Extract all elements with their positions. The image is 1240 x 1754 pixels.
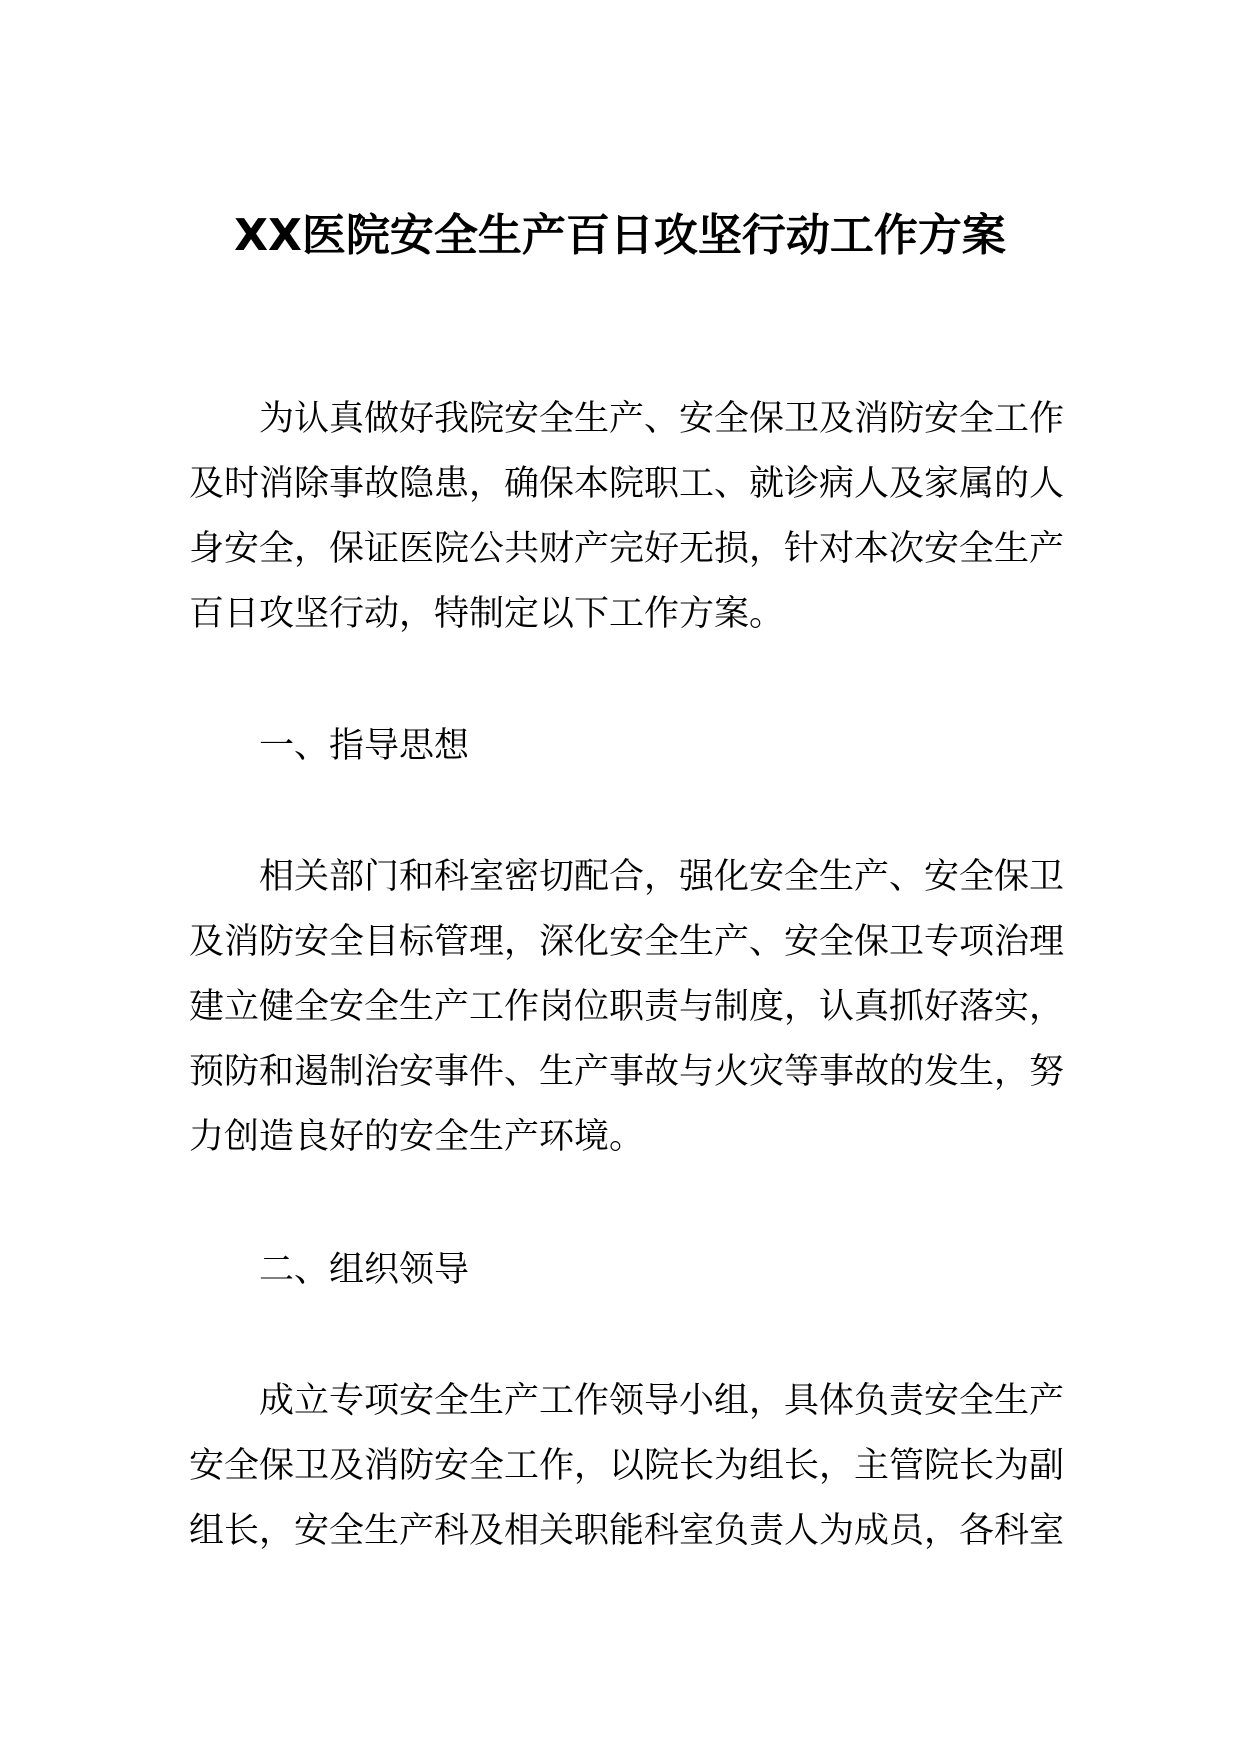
intro-paragraph: [189, 387, 1069, 647]
document-title: XX医院安全生产百日攻坚行动工作方案: [234, 210, 1006, 261]
text-line: 组长，安全生产科及相关职能科室负责人为成员，各科室: [189, 1511, 1065, 1551]
text-line: 预防和遏制治安事件、生产事故与火灾等事故的发生，努: [189, 1052, 1065, 1092]
text-line: 安全保卫及消防安全工作，以院长为组长，主管院长为副: [189, 1446, 1065, 1486]
text-line: 建立健全安全生产工作岗位职责与制度，认真抓好落实，: [189, 987, 1065, 1027]
guiding-paragraph: [189, 845, 1069, 1170]
text-line: 相关部门和科室密切配合，强化安全生产、安全保卫: [259, 857, 1065, 897]
text-line: 力创造良好的安全生产环境。: [189, 1117, 645, 1157]
organization-paragraph: [189, 1369, 1069, 1564]
section-heading-1: [189, 714, 1069, 779]
text-line: 及时消除事故隐患，确保本院职工、就诊病人及家属的人: [189, 464, 1065, 504]
heading-text: 一、指导思想: [259, 726, 470, 766]
text-line: 身安全，保证医院公共财产完好无损，针对本次安全生产: [189, 529, 1065, 569]
heading-text: 二、组织领导: [259, 1250, 470, 1290]
text-line: 百日攻坚行动，特制定以下工作方案。: [189, 594, 785, 634]
text-line: 为认真做好我院安全生产、安全保卫及消防安全工作: [259, 399, 1065, 439]
text-line: 及消防安全目标管理，深化安全生产、安全保卫专项治理: [189, 922, 1065, 962]
text-line: 成立专项安全生产工作领导小组，具体负责安全生产: [259, 1381, 1065, 1421]
section-heading-2: [189, 1238, 1069, 1303]
